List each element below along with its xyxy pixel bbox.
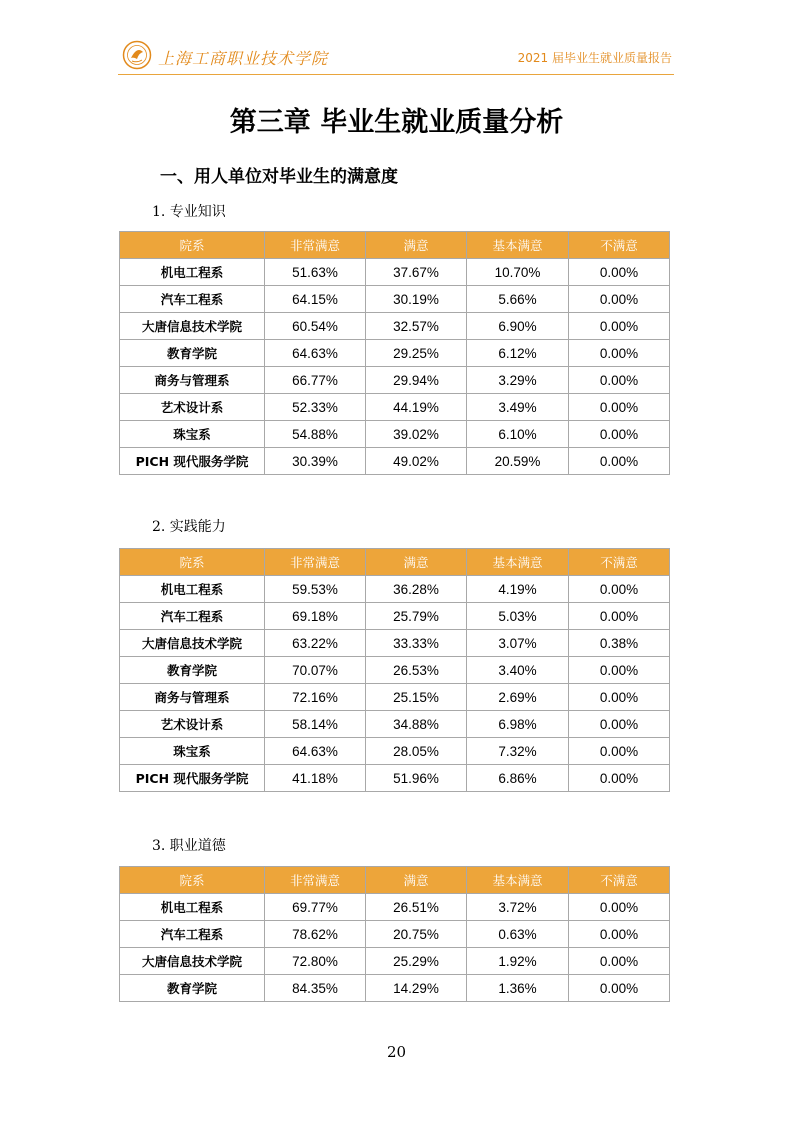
percentage-cell: 0.00%	[569, 657, 670, 684]
percentage-cell: 72.16%	[265, 684, 366, 711]
percentage-cell: 3.29%	[467, 367, 569, 394]
percentage-cell: 0.00%	[569, 421, 670, 448]
percentage-cell: 44.19%	[366, 394, 467, 421]
percentage-cell: 64.63%	[265, 738, 366, 765]
percentage-cell: 66.77%	[265, 367, 366, 394]
percentage-cell: 36.28%	[366, 576, 467, 603]
column-header: 满意	[366, 549, 467, 576]
percentage-cell: 84.35%	[265, 975, 366, 1002]
chapter-title: 第三章 毕业生就业质量分析	[229, 107, 564, 138]
department-cell: 珠宝系	[120, 738, 265, 765]
table-header-row	[120, 549, 670, 576]
table-row	[120, 286, 670, 313]
table-row	[120, 948, 670, 975]
table-row	[120, 894, 670, 921]
percentage-cell: 3.72%	[467, 894, 569, 921]
column-header: 非常满意	[265, 232, 366, 259]
percentage-cell: 0.00%	[569, 603, 670, 630]
department-cell: 珠宝系	[120, 421, 265, 448]
percentage-cell: 26.53%	[366, 657, 467, 684]
department-cell: 机电工程系	[120, 259, 265, 286]
table-row	[120, 259, 670, 286]
percentage-cell: 33.33%	[366, 630, 467, 657]
percentage-cell: 6.10%	[467, 421, 569, 448]
percentage-cell: 51.96%	[366, 765, 467, 792]
percentage-cell: 64.15%	[265, 286, 366, 313]
percentage-cell: 0.00%	[569, 921, 670, 948]
percentage-cell: 41.18%	[265, 765, 366, 792]
department-cell: 商务与管理系	[120, 367, 265, 394]
percentage-cell: 69.18%	[265, 603, 366, 630]
percentage-cell: 3.49%	[467, 394, 569, 421]
percentage-cell: 6.90%	[467, 313, 569, 340]
table-row	[120, 421, 670, 448]
page-header	[118, 38, 674, 75]
percentage-cell: 37.67%	[366, 259, 467, 286]
percentage-cell: 69.77%	[265, 894, 366, 921]
percentage-cell: 29.25%	[366, 340, 467, 367]
percentage-cell: 14.29%	[366, 975, 467, 1002]
percentage-cell: 30.39%	[265, 448, 366, 475]
percentage-cell: 0.00%	[569, 738, 670, 765]
percentage-cell: 0.00%	[569, 313, 670, 340]
percentage-cell: 0.00%	[569, 576, 670, 603]
percentage-cell: 20.75%	[366, 921, 467, 948]
department-cell: 机电工程系	[120, 894, 265, 921]
department-cell: 艺术设计系	[120, 394, 265, 421]
department-cell: 艺术设计系	[120, 711, 265, 738]
percentage-cell: 1.92%	[467, 948, 569, 975]
department-cell: 大唐信息技术学院	[120, 948, 265, 975]
percentage-cell: 0.00%	[569, 684, 670, 711]
table-row	[120, 711, 670, 738]
department-cell: 大唐信息技术学院	[120, 630, 265, 657]
percentage-cell: 1.36%	[467, 975, 569, 1002]
report-title: 2021 届毕业生就业质量报告	[517, 51, 672, 65]
table-row	[120, 448, 670, 475]
percentage-cell: 0.00%	[569, 711, 670, 738]
table-title-ethics: 3. 职业道德	[152, 838, 226, 854]
table-title-practice: 2. 实践能力	[152, 519, 226, 535]
percentage-cell: 4.19%	[467, 576, 569, 603]
column-header: 不满意	[569, 549, 670, 576]
table-row	[120, 630, 670, 657]
percentage-cell: 26.51%	[366, 894, 467, 921]
percentage-cell: 0.00%	[569, 394, 670, 421]
percentage-cell: 63.22%	[265, 630, 366, 657]
percentage-cell: 25.79%	[366, 603, 467, 630]
table-row	[120, 367, 670, 394]
table-row	[120, 394, 670, 421]
percentage-cell: 2.69%	[467, 684, 569, 711]
table-row	[120, 975, 670, 1002]
section-title: 一、用人单位对毕业生的满意度	[160, 167, 398, 187]
percentage-cell: 72.80%	[265, 948, 366, 975]
percentage-cell: 60.54%	[265, 313, 366, 340]
table-title-knowledge: 1. 专业知识	[152, 204, 226, 220]
percentage-cell: 59.53%	[265, 576, 366, 603]
percentage-cell: 10.70%	[467, 259, 569, 286]
table-practice	[119, 548, 670, 792]
column-header: 院系	[120, 232, 265, 259]
percentage-cell: 25.15%	[366, 684, 467, 711]
column-header: 不满意	[569, 232, 670, 259]
table-row	[120, 657, 670, 684]
department-cell: PICH 现代服务学院	[120, 765, 265, 792]
percentage-cell: 0.00%	[569, 286, 670, 313]
percentage-cell: 6.98%	[467, 711, 569, 738]
percentage-cell: 0.38%	[569, 630, 670, 657]
table-row	[120, 765, 670, 792]
percentage-cell: 29.94%	[366, 367, 467, 394]
department-cell: 汽车工程系	[120, 603, 265, 630]
school-seal-icon	[122, 40, 152, 70]
table-header-row	[120, 232, 670, 259]
percentage-cell: 3.40%	[467, 657, 569, 684]
column-header: 基本满意	[467, 232, 569, 259]
percentage-cell: 52.33%	[265, 394, 366, 421]
percentage-cell: 7.32%	[467, 738, 569, 765]
percentage-cell: 0.00%	[569, 765, 670, 792]
percentage-cell: 0.63%	[467, 921, 569, 948]
column-header: 非常满意	[265, 867, 366, 894]
percentage-cell: 0.00%	[569, 367, 670, 394]
percentage-cell: 0.00%	[569, 259, 670, 286]
column-header: 满意	[366, 867, 467, 894]
percentage-cell: 0.00%	[569, 340, 670, 367]
percentage-cell: 0.00%	[569, 975, 670, 1002]
department-cell: 汽车工程系	[120, 286, 265, 313]
department-cell: 机电工程系	[120, 576, 265, 603]
table-row	[120, 921, 670, 948]
table-row	[120, 684, 670, 711]
department-cell: 教育学院	[120, 657, 265, 684]
percentage-cell: 51.63%	[265, 259, 366, 286]
table-row	[120, 576, 670, 603]
column-header: 满意	[366, 232, 467, 259]
percentage-cell: 0.00%	[569, 448, 670, 475]
department-cell: 汽车工程系	[120, 921, 265, 948]
department-cell: 教育学院	[120, 340, 265, 367]
column-header: 基本满意	[467, 867, 569, 894]
column-header: 不满意	[569, 867, 670, 894]
percentage-cell: 5.66%	[467, 286, 569, 313]
percentage-cell: 6.86%	[467, 765, 569, 792]
percentage-cell: 32.57%	[366, 313, 467, 340]
table-row	[120, 340, 670, 367]
percentage-cell: 78.62%	[265, 921, 366, 948]
percentage-cell: 49.02%	[366, 448, 467, 475]
percentage-cell: 20.59%	[467, 448, 569, 475]
department-cell: 商务与管理系	[120, 684, 265, 711]
column-header: 基本满意	[467, 549, 569, 576]
department-cell: 大唐信息技术学院	[120, 313, 265, 340]
table-row	[120, 313, 670, 340]
column-header: 院系	[120, 867, 265, 894]
column-header: 非常满意	[265, 549, 366, 576]
page-number: 20	[386, 1043, 407, 1061]
department-cell: PICH 现代服务学院	[120, 448, 265, 475]
department-cell: 教育学院	[120, 975, 265, 1002]
percentage-cell: 0.00%	[569, 948, 670, 975]
percentage-cell: 30.19%	[366, 286, 467, 313]
percentage-cell: 28.05%	[366, 738, 467, 765]
table-ethics	[119, 866, 670, 1002]
table-row	[120, 738, 670, 765]
table-knowledge	[119, 231, 670, 475]
percentage-cell: 3.07%	[467, 630, 569, 657]
table-row	[120, 603, 670, 630]
percentage-cell: 34.88%	[366, 711, 467, 738]
percentage-cell: 5.03%	[467, 603, 569, 630]
column-header: 院系	[120, 549, 265, 576]
table-header-row	[120, 867, 670, 894]
school-name: 上海工商职业技术学院	[158, 49, 329, 68]
percentage-cell: 70.07%	[265, 657, 366, 684]
percentage-cell: 58.14%	[265, 711, 366, 738]
percentage-cell: 54.88%	[265, 421, 366, 448]
percentage-cell: 6.12%	[467, 340, 569, 367]
percentage-cell: 39.02%	[366, 421, 467, 448]
percentage-cell: 64.63%	[265, 340, 366, 367]
percentage-cell: 0.00%	[569, 894, 670, 921]
percentage-cell: 25.29%	[366, 948, 467, 975]
